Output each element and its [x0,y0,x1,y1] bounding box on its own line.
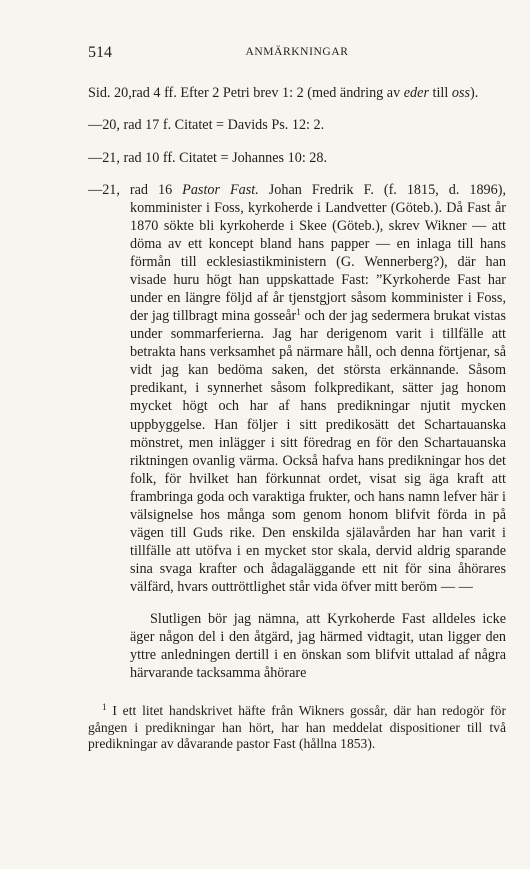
note-text: 20, rad 17 f. Citatet = Davids Ps. 12: 2. [102,117,325,134]
note-text: 21, rad 16 [102,181,183,198]
note-text: Johan Fredrik F. (f. 1815, d. 1896), komminister i Foss, kyrkoherde i Landvetter (Göteb.). Då Fast år 1870 sökte bli kyrkoherde i Skee (Göteb.), skrev Wikner — att döma av ett koncept bland hans papper — en inlaga till hans förmån till ecklesiastikministern (G. Wennerberg?), där han visade huru högt han uppskattade Fast: ”Kyrkoherde Fast har under en längre följd af år tjenstgjort såsom komminister i Foss, der jag tillbragt mina gosseår [130,181,506,325]
note-lead-dash: — [88,149,103,166]
note-entry [88,116,506,134]
page-header [88,44,506,64]
paragraph-text: Slutligen bör jag nämna, att Kyrkoherde Fast alldeles icke äger någon del i den åtgärd, jag härmed vidtagit, utan ligger den yttre anledningen dertill i en önskan som blifvit uttalad af några härvarande tacksamma åhörare [130,611,506,682]
note-text: 21, rad 10 ff. Citatet = Johannes 10: 28. [102,149,328,166]
continuation-paragraph [88,610,506,682]
footnote-reference: 1 [296,307,301,318]
page-number: 514 [88,44,112,61]
footnote-paragraph [88,703,506,753]
note-text: till [428,85,452,102]
note-text: och der jag sedermera brukat vistas under sommarferierna. Jag har derigenom varit i tillfälle att betrakta hans verksamhet på närmare håll, och denna förtjenar, så vidt jag kan bedöma saken, det största erkännande. Såsom predikant, i synnerhet såsom folkpredikant, sätter jag honom mycket högt och har af hans predikningar njutit mycken uppbyggelse. Han följer i sitt predikosätt det Schartauanska mönstret, men inlägger i sitt föredrag en för den Schartauanska riktningen ovanlig värma. Också hafva hans predikningar hos det folk, för hvilket han förkunnat ordet, visat sig äga kraft att frambringa goda och varaktiga frukter, och hans namn lefver här i välsignelse hos många som genom honom blifvit förda in på vägen till Guds rike. Den enskilda själavården har han varit i tillfälle att utöfva i en mycket stor skala, dervid aldrig sparande sina svaga krafter och ådagaläggande ett nit för sina åhörares välfärd, hvars outtröttlighet står vida öfver mitt beröm — — [130,308,506,595]
note-lead-dash: — [88,117,103,134]
footnote-text: I ett litet handskrivet häfte från Wikners gossår, där han redogör för gången i predikningar han hört, har han meddelat dispositioner till två predikningar av dåvarande pastor Fast (hållna 1853). [88,703,506,751]
note-entry [88,181,506,596]
note-text: ). [469,85,479,102]
note-text: rad 4 ff. Efter 2 Petri brev 1: 2 (med ändring av [131,85,404,102]
note-entry [88,84,506,102]
note-italic: eder [403,85,429,102]
running-head: ANMÄRKNINGAR [245,46,349,58]
note-italic: oss [451,85,470,102]
footnote [88,703,506,753]
notes-body [88,70,506,682]
note-lead: Sid. 20, [88,85,132,102]
note-lead-dash: — [88,181,103,198]
note-entry [88,149,506,167]
note-italic: Pastor Fast. [182,181,259,198]
footnote-marker: 1 [102,702,107,712]
